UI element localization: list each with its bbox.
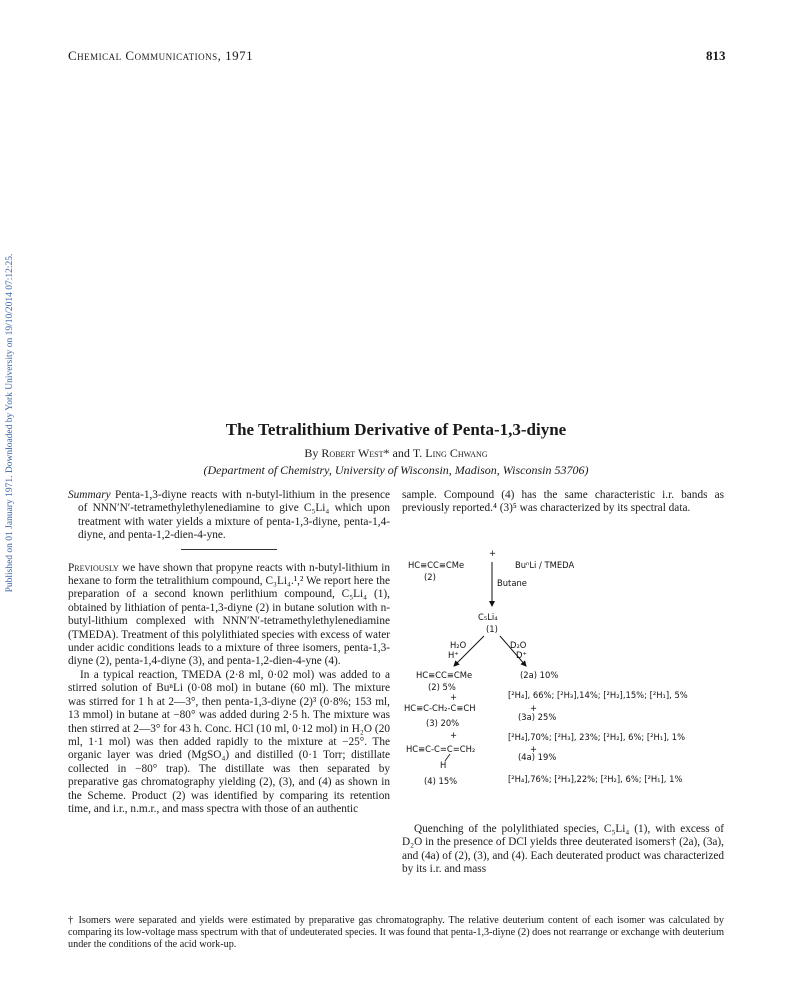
scheme-product-4-h: H [440, 760, 447, 770]
scheme-product-2-yield: (2) 5% [428, 682, 456, 692]
scheme-plus-top: + [489, 548, 497, 558]
scheme-solvent: Butane [497, 578, 527, 588]
footnote: † Isomers were separated and yields were estimated by preparative gas chromatography. The relative deuterium content of each isomer was calculated by comparing its low-voltage mass spectrum with that of undeuterated species. It was found that penta-1,3-diyne (2) does not rearrange or exchange with deuterium under the conditions of the acid work-up. [68, 915, 724, 950]
paragraph-1 [68, 562, 390, 669]
scheme-reactant-num: (2) [424, 572, 436, 582]
author-line [68, 446, 724, 461]
scheme-product-4: HC≡C-C=C=CH₂ [406, 744, 476, 754]
affiliation: (Department of Chemistry, University of Wisconsin, Madison, Wisconsin 53706) [203, 463, 589, 477]
scheme-intermediate: C₅Li₄ [478, 612, 498, 622]
scheme-intermediate-num: (1) [486, 624, 498, 634]
paragraph-1-text: we have shown that propyne reacts with n-butyl-lithium in hexane to form the tetralithium compound, C₃Li₄.¹,² We report here the preparation of a second known perlithium compound, C₅Li₄ (1), obtained by lithiation of penta-1,3-diyne (2) in butane solution with n-butyl-lithium complexed with NNN′N′-tetramethylethylenediamine (TMEDA). Treatment of this polylithiated species with excess of water under acidic conditions leads to a mixture of three isomers, penta-1,3-diyne (2), penta-1,4-diyne (3), and penta-1,2-dien-4-yne (4). [68, 561, 390, 668]
scheme-deut-3a-distribution: [²H₄],70%; [²H₃], 23%; [²H₂], 6%; [²H₁], 1% [508, 732, 686, 742]
quench-paragraph: Quenching of the polylithiated species, C₅Li₄ (1), with excess of D₂O in the presence of DCl yields three deuterated isomers† (2a), (3a), and (4a) of (2), (3), and (4). Each deuterated product was characterized by its i.r. and mass [402, 823, 724, 876]
scheme-reagent: BuⁿLi / TMEDA [515, 560, 575, 570]
scheme-right-reagent-1: D₂O [510, 640, 527, 650]
download-notice: Published on 01 January 1971. Downloaded by York University on 19/10/2014 07:12:25. [5, 253, 15, 593]
page-number: 813 [706, 48, 726, 63]
paragraph-1-lead: Previously [68, 561, 119, 574]
running-head: Chemical Communications, 1971 [68, 48, 254, 63]
scheme-product-2: HC≡CC≡CMe [416, 670, 473, 680]
scheme-deut-4a: (4a) 19% [518, 752, 557, 762]
right-column-top: sample. Compound (4) has the same characteristic i.r. bands as previously reported.⁴ (3)⁵ was characterized by its spectral data. [402, 489, 724, 515]
article-title: The Tetralithium Derivative of Penta-1,3-diyne [225, 420, 567, 439]
scheme-product-3-yield: (3) 20% [426, 718, 460, 728]
author-1: Robert West* [321, 446, 390, 460]
scheme-right-reagent-2: D⁺ [516, 650, 527, 660]
scheme-deut-2a: (2a) 10% [520, 670, 559, 680]
scheme-left-reagent-1: H₂O [450, 640, 467, 650]
and-word: and [392, 446, 410, 460]
scheme-deut-3a: (3a) 25% [518, 712, 557, 722]
summary-text: Penta-1,3-diyne reacts with n-butyl-lithium in the presence of NNN′N′-tetramethylethylenediamine to give C₅Li₄ which upon treatment with water yields a mixture of penta-1,3-diyne, penta-1,4-diyne, and penta-1,2-dien-4-yne. [78, 489, 391, 542]
scheme-left-reagent-2: H⁺ [448, 650, 459, 660]
scheme-reactant: HC≡CC≡CMe [408, 560, 465, 570]
scheme-deut-4a-distribution: [²H₄],76%; [²H₃],22%; [²H₂], 6%; [²H₁], 1% [508, 774, 683, 784]
author-2: T. Ling Chwang [412, 446, 488, 460]
scheme-deut-2a-distribution: [²H₄], 66%; [²H₃],14%; [²H₂],15%; [²H₁], 5% [508, 690, 688, 700]
scheme-plus-4: + [530, 744, 538, 754]
scheme-product-3: HC≡C-CH₂-C≡CH [404, 703, 476, 713]
left-column [68, 489, 390, 816]
reaction-scheme [402, 548, 724, 810]
by-word: By [304, 446, 319, 460]
scheme-plus-3: + [530, 703, 538, 713]
summary [68, 489, 390, 543]
paragraph-2: In a typical reaction, TMEDA (2·8 ml, 0·02 mol) was added to a stirred solution of BuⁿLi (0·08 mol) in butane (60 ml). The mixture was stirred for 1 h at 2—3°, then penta-1,3-diyne (2)³ (0·8%; 153 ml, 13 mmol) in butane at −80° was added during 2·5 h. The mixture was then stirred at 2—3° for 43 h. Conc. HCl (10 ml, 0·12 mol) in H₂O (20 ml, 1·1 mol) was then added rapidly to the mixture at −25°. The organic layer was dried (MgSO₄) and distilled (0·1 Torr; distillate collected in −80° trap). The distillate was then separated by preparative gas chromatography yielding (2), (3), and (4) as shown in the Scheme. Product (2) was identified by comparing its retention time, and i.r., n.m.r., and mass spectra with those of an authentic [68, 668, 390, 815]
scheme-product-4-yield: (4) 15% [424, 776, 458, 786]
scheme-plus-1: + [450, 692, 458, 702]
summary-rule [181, 549, 277, 550]
scheme-plus-2: + [450, 730, 458, 740]
summary-label: Summary [68, 489, 111, 501]
